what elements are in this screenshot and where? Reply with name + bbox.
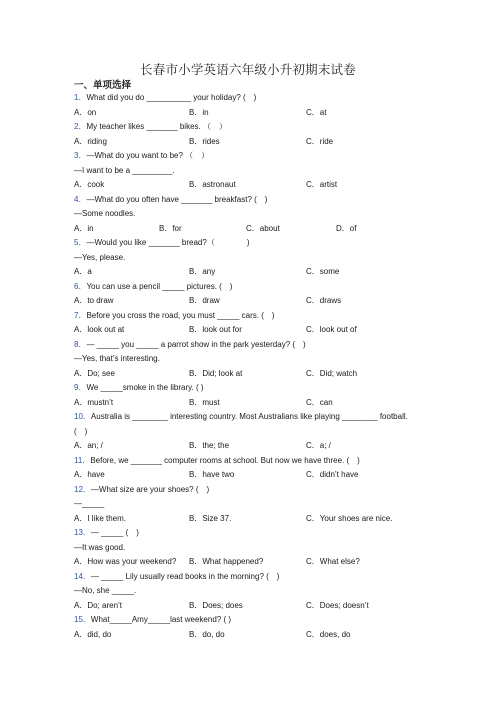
question-stem bbox=[74, 120, 434, 135]
question-dialogue-line: —Yes, please. bbox=[74, 252, 126, 262]
question-text: —What do you often have _______ breakfast? ( ) bbox=[86, 194, 268, 204]
question-number: 13． bbox=[74, 528, 91, 537]
options-row bbox=[74, 323, 434, 338]
options-row bbox=[74, 367, 434, 382]
question-dialogue-line: —Some noodles. bbox=[74, 209, 136, 218]
question-stem bbox=[74, 526, 434, 541]
options-row bbox=[74, 396, 434, 411]
answer-option: C．can bbox=[306, 397, 333, 407]
question-number: 12． bbox=[74, 484, 91, 494]
options-row bbox=[74, 628, 434, 643]
question-number: 6． bbox=[74, 281, 87, 291]
question-dialogue-line: ( ) bbox=[74, 426, 88, 436]
answer-option: B．must bbox=[189, 397, 220, 407]
question-text: — _____ Lily usually read books in the morning? ( ) bbox=[90, 571, 280, 581]
question-stem bbox=[74, 236, 434, 251]
question-stem bbox=[74, 410, 434, 425]
question-dialogue-line: —Yes, that’s interesting. bbox=[74, 354, 160, 363]
question-dialogue-line: —It was good. bbox=[74, 542, 126, 552]
question-stem bbox=[74, 613, 434, 628]
question-list bbox=[74, 91, 434, 642]
answer-option: C．some bbox=[306, 267, 340, 276]
answer-option: C．ride bbox=[306, 136, 334, 146]
question-number: 4． bbox=[74, 194, 87, 204]
answer-option: C．about bbox=[246, 223, 280, 233]
question-stem bbox=[74, 338, 434, 353]
question-stem bbox=[74, 280, 434, 295]
question-text: My teacher likes _______ bikes. （ ） bbox=[86, 122, 227, 131]
answer-option: B．in bbox=[189, 107, 209, 117]
options-row bbox=[74, 599, 434, 614]
answer-option: C．artist bbox=[306, 180, 338, 189]
answer-option: B．Size 37. bbox=[189, 513, 232, 523]
question-text: — _____ you _____ a parrot show in the park yesterday? ( ) bbox=[86, 339, 306, 349]
answer-option: B．rides bbox=[189, 136, 220, 146]
question-number: 2． bbox=[74, 122, 87, 131]
options-row bbox=[74, 106, 434, 121]
answer-option: A．have bbox=[74, 470, 105, 479]
question-text: What_____Amy_____last weekend? ( ) bbox=[90, 615, 231, 624]
options-row bbox=[74, 294, 434, 309]
answer-option: C．look out of bbox=[306, 325, 357, 334]
options-row bbox=[74, 468, 434, 483]
answer-option: A．cook bbox=[74, 180, 105, 189]
options-row bbox=[74, 135, 434, 150]
answer-option: C．Did; watch bbox=[306, 368, 358, 378]
question-text: We _____smoke in the library. ( ) bbox=[86, 383, 204, 392]
question-text: — _____ ( ) bbox=[90, 528, 139, 537]
question-number: 10． bbox=[74, 412, 91, 421]
question-number: 15． bbox=[74, 615, 91, 624]
question-stem bbox=[74, 483, 434, 498]
page-title: 长春市小学英语六年级小升初期末试卷 bbox=[140, 62, 356, 77]
question-dialogue-line: —No, she _____. bbox=[74, 586, 137, 595]
question-stem bbox=[74, 454, 434, 469]
answer-option: A．Do; aren’t bbox=[74, 600, 123, 610]
question-stem bbox=[74, 193, 434, 208]
question-text: —What size are your shoes? ( ) bbox=[90, 484, 210, 494]
question-text: —What do you want to be? （ ） bbox=[86, 151, 210, 160]
answer-option: A．a bbox=[74, 267, 92, 276]
answer-option: C．at bbox=[306, 107, 327, 117]
question-number: 9． bbox=[74, 383, 87, 392]
options-row bbox=[74, 265, 434, 280]
question-text: —Would you like _______ bread?（ ) bbox=[86, 238, 250, 247]
answer-option: A．look out at bbox=[74, 325, 125, 334]
options-row bbox=[74, 555, 434, 570]
question-stem bbox=[74, 381, 434, 396]
answer-option: A．did, do bbox=[74, 629, 112, 639]
options-row bbox=[74, 512, 434, 527]
answer-option: B．What happened? bbox=[189, 557, 264, 566]
answer-option: A．mustn’t bbox=[74, 397, 114, 407]
question-stem bbox=[74, 309, 434, 324]
question-text: You can use a pencil _____ pictures. ( ) bbox=[86, 281, 233, 291]
question-text: Australia is ________ interesting country. Most Australians like playing ________ football. bbox=[90, 412, 408, 421]
question-number: 11． bbox=[74, 455, 91, 465]
answer-option: C．What else? bbox=[306, 557, 360, 566]
question-dialogue-line: —I want to be a _________. bbox=[74, 165, 175, 175]
answer-option: B．have two bbox=[189, 470, 235, 479]
answer-option: A．to draw bbox=[74, 296, 114, 305]
question-stem bbox=[74, 91, 434, 106]
question-text: What did you do __________ your holiday? ( ) bbox=[86, 93, 257, 102]
answer-option: C．a; / bbox=[306, 441, 331, 450]
answer-option: C．Your shoes are nice. bbox=[306, 513, 393, 523]
question-stem bbox=[74, 570, 434, 585]
question-number: 7． bbox=[74, 310, 87, 320]
answer-option: A．in bbox=[74, 223, 94, 233]
answer-option: A．I like them. bbox=[74, 513, 127, 523]
answer-option: A．Do; see bbox=[74, 368, 115, 378]
answer-option: A．on bbox=[74, 107, 97, 117]
options-row bbox=[74, 178, 434, 193]
answer-option: C．Does; doesn’t bbox=[306, 600, 369, 610]
answer-option: B．for bbox=[159, 223, 182, 233]
options-row bbox=[74, 222, 434, 237]
answer-option: B．look out for bbox=[189, 325, 242, 334]
section-heading: 一、单项选择 bbox=[74, 80, 132, 91]
answer-option: C．didn’t have bbox=[306, 470, 359, 479]
answer-option: A．How was your weekend? bbox=[74, 557, 177, 566]
answer-option: B．any bbox=[189, 267, 216, 276]
question-text: Before, we _______ computer rooms at school. But now we have three. ( ) bbox=[90, 455, 360, 465]
question-stem bbox=[74, 149, 434, 164]
question-dialogue-line: —_____ bbox=[74, 499, 105, 508]
answer-option: B．draw bbox=[189, 296, 220, 305]
answer-option: B．Does; does bbox=[189, 600, 243, 610]
answer-option: B．do, do bbox=[189, 629, 225, 639]
question-number: 3． bbox=[74, 151, 87, 160]
answer-option: B．the; the bbox=[189, 441, 230, 450]
options-row bbox=[74, 439, 434, 454]
question-number: 5． bbox=[74, 238, 87, 247]
answer-option: C．does, do bbox=[306, 629, 351, 639]
answer-option: A．an; / bbox=[74, 441, 103, 450]
answer-option: C．draws bbox=[306, 296, 342, 305]
question-number: 8． bbox=[74, 339, 87, 349]
answer-option: D．of bbox=[336, 223, 357, 233]
question-text: Before you cross the road, you must _____ cars. ( ) bbox=[86, 310, 275, 320]
answer-option: B．Did; look at bbox=[189, 368, 243, 378]
question-number: 1． bbox=[74, 93, 87, 102]
answer-option: A．riding bbox=[74, 136, 107, 146]
answer-option: B．astronaut bbox=[189, 180, 236, 189]
question-number: 14． bbox=[74, 571, 91, 581]
